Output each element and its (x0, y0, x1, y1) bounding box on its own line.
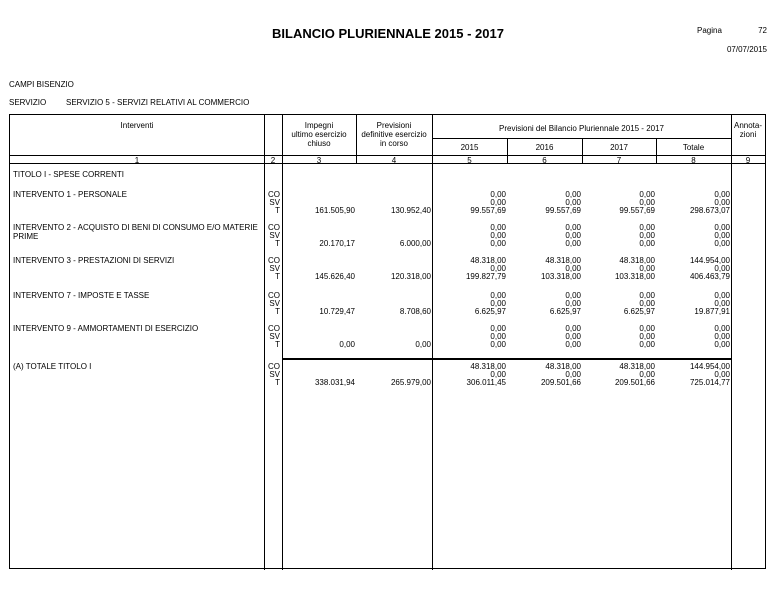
value-cell: 0,00 (490, 291, 506, 300)
header-2017: 2017 (610, 143, 628, 152)
impegni-cell: 338.031,94 (314, 378, 355, 387)
impegni-cell: 10.729,47 (319, 307, 355, 316)
value-cell: 0,00 (490, 231, 506, 240)
value-cell: 6.625,97 (549, 307, 581, 316)
value-cell: 0,00 (639, 198, 655, 207)
code-co: CO (268, 223, 280, 232)
header-2016: 2016 (535, 143, 554, 152)
code-t: T (275, 272, 280, 281)
value-cell: 0,00 (714, 291, 730, 300)
value-cell: 0,00 (565, 190, 581, 199)
code-co: CO (268, 291, 280, 300)
page-label: Pagina (697, 26, 722, 35)
code-t: T (275, 340, 280, 349)
colnum: 2 (270, 156, 276, 165)
value-cell: 99.557,69 (470, 206, 506, 215)
value-cell: 0,00 (490, 223, 506, 232)
code-t: T (275, 307, 280, 316)
code-sv: SV (269, 370, 280, 379)
value-cell: 48.318,00 (545, 362, 581, 371)
totale-label: (A) TOTALE TITOLO I (13, 362, 92, 371)
colnum: 5 (467, 156, 472, 165)
value-cell: 0,00 (714, 299, 730, 308)
value-cell: 0,00 (490, 190, 506, 199)
previsioni-cell: 120.318,00 (390, 272, 431, 281)
col-divider (731, 115, 732, 570)
header-2015: 2015 (460, 143, 479, 152)
report-date: 07/07/2015 (726, 45, 767, 54)
titolo-label: TITOLO I - SPESE CORRENTI (13, 170, 124, 179)
report-title: BILANCIO PLURIENNALE 2015 - 2017 (272, 26, 504, 41)
code-t: T (275, 378, 280, 387)
value-cell: 0,00 (565, 239, 581, 248)
value-cell: 144.954,00 (689, 362, 730, 371)
row-divider (432, 138, 731, 139)
previsioni-cell: 265.979,00 (390, 378, 431, 387)
value-cell: 0,00 (714, 231, 730, 240)
value-cell: 6.625,97 (623, 307, 655, 316)
previsioni-cell: 8.708,60 (399, 307, 431, 316)
budget-table (9, 114, 766, 569)
value-cell: 0,00 (565, 340, 581, 349)
previsioni-cell: 0,00 (415, 340, 431, 349)
code-co: CO (268, 190, 280, 199)
value-cell: 0,00 (565, 370, 581, 379)
code-t: T (275, 206, 280, 215)
value-cell: 199.827,79 (465, 272, 506, 281)
intervento-label: INTERVENTO 2 - ACQUISTO DI BENI DI CONSUMO E/O MATERIE PRIME (13, 223, 258, 241)
colnum: 1 (134, 156, 140, 165)
total-separator (282, 358, 731, 360)
header-previsioni: Previsioni definitive esercizio in corso (361, 121, 427, 148)
value-cell: 0,00 (714, 370, 730, 379)
value-cell: 0,00 (490, 370, 506, 379)
value-cell: 144.954,00 (689, 256, 730, 265)
value-cell: 0,00 (714, 324, 730, 333)
value-cell: 298.673,07 (689, 206, 730, 215)
code-co: CO (268, 256, 280, 265)
header-impegni: Impegni ultimo esercizio chiuso (291, 121, 347, 148)
value-cell: 0,00 (639, 299, 655, 308)
value-cell: 0,00 (565, 291, 581, 300)
value-cell: 0,00 (639, 231, 655, 240)
colnum: 4 (391, 156, 397, 165)
colnum: 8 (691, 156, 696, 165)
value-cell: 0,00 (639, 239, 655, 248)
intervento-label: INTERVENTO 3 - PRESTAZIONI DI SERVIZI (13, 256, 175, 265)
colnum: 9 (745, 156, 751, 165)
value-cell: 0,00 (490, 198, 506, 207)
code-sv: SV (269, 299, 280, 308)
value-cell: 0,00 (565, 264, 581, 273)
value-cell: 209.501,66 (540, 378, 581, 387)
value-cell: 103.318,00 (540, 272, 581, 281)
value-cell: 0,00 (565, 299, 581, 308)
code-sv: SV (269, 332, 280, 341)
header-pluriennale: Previsioni del Bilancio Pluriennale 2015 - 2017 (499, 124, 664, 133)
code-co: CO (268, 324, 280, 333)
value-cell: 0,00 (639, 324, 655, 333)
value-cell: 0,00 (639, 340, 655, 349)
servizio-value: SERVIZIO 5 - SERVIZI RELATIVI AL COMMERCIO (66, 98, 250, 107)
servizio-label: SERVIZIO (9, 98, 47, 107)
header-totale: Totale (682, 143, 705, 152)
code-co: CO (268, 362, 280, 371)
value-cell: 99.557,69 (545, 206, 581, 215)
colnum: 3 (316, 156, 322, 165)
value-cell: 99.557,69 (619, 206, 655, 215)
value-cell: 0,00 (490, 264, 506, 273)
value-cell: 0,00 (714, 340, 730, 349)
value-cell: 48.318,00 (470, 256, 506, 265)
value-cell: 406.463,79 (689, 272, 730, 281)
value-cell: 0,00 (490, 332, 506, 341)
value-cell: 48.318,00 (545, 256, 581, 265)
value-cell: 0,00 (714, 198, 730, 207)
impegni-cell: 145.626,40 (314, 272, 355, 281)
ente-name: CAMPI BISENZIO (9, 80, 74, 89)
colnum: 7 (616, 156, 622, 165)
previsioni-cell: 6.000,00 (399, 239, 431, 248)
code-sv: SV (269, 264, 280, 273)
impegni-cell: 20.170,17 (319, 239, 355, 248)
value-cell: 0,00 (714, 332, 730, 341)
page-number: 72 (758, 26, 767, 35)
value-cell: 48.318,00 (619, 256, 655, 265)
code-t: T (275, 239, 280, 248)
value-cell: 725.014,77 (689, 378, 730, 387)
previsioni-cell: 130.952,40 (390, 206, 431, 215)
header-interventi: Interventi (120, 121, 154, 130)
value-cell: 103.318,00 (614, 272, 655, 281)
value-cell: 0,00 (565, 324, 581, 333)
value-cell: 19.877,91 (694, 307, 730, 316)
value-cell: 0,00 (565, 231, 581, 240)
impegni-cell: 161.505,90 (314, 206, 355, 215)
header-annotazioni: Annota- zioni (733, 121, 763, 139)
value-cell: 0,00 (639, 264, 655, 273)
value-cell: 0,00 (490, 324, 506, 333)
impegni-cell: 0,00 (339, 340, 355, 349)
value-cell: 0,00 (714, 239, 730, 248)
value-cell: 48.318,00 (470, 362, 506, 371)
value-cell: 0,00 (565, 198, 581, 207)
value-cell: 306.011,45 (466, 378, 506, 387)
value-cell: 0,00 (639, 291, 655, 300)
code-sv: SV (269, 231, 280, 240)
colnum: 6 (542, 156, 547, 165)
value-cell: 0,00 (639, 332, 655, 341)
value-cell: 0,00 (490, 299, 506, 308)
value-cell: 0,00 (490, 239, 506, 248)
intervento-label: INTERVENTO 1 - PERSONALE (13, 190, 127, 199)
intervento-label: INTERVENTO 7 - IMPOSTE E TASSE (13, 291, 150, 300)
value-cell: 209.501,66 (614, 378, 655, 387)
value-cell: 0,00 (639, 190, 655, 199)
value-cell: 0,00 (714, 190, 730, 199)
code-sv: SV (269, 198, 280, 207)
value-cell: 0,00 (714, 223, 730, 232)
value-cell: 48.318,00 (619, 362, 655, 371)
value-cell: 0,00 (639, 370, 655, 379)
value-cell: 6.625,97 (474, 307, 506, 316)
value-cell: 0,00 (639, 223, 655, 232)
value-cell: 0,00 (565, 332, 581, 341)
value-cell: 0,00 (490, 340, 506, 349)
value-cell: 0,00 (714, 264, 730, 273)
value-cell: 0,00 (565, 223, 581, 232)
intervento-label: INTERVENTO 9 - AMMORTAMENTI DI ESERCIZIO (13, 324, 199, 333)
